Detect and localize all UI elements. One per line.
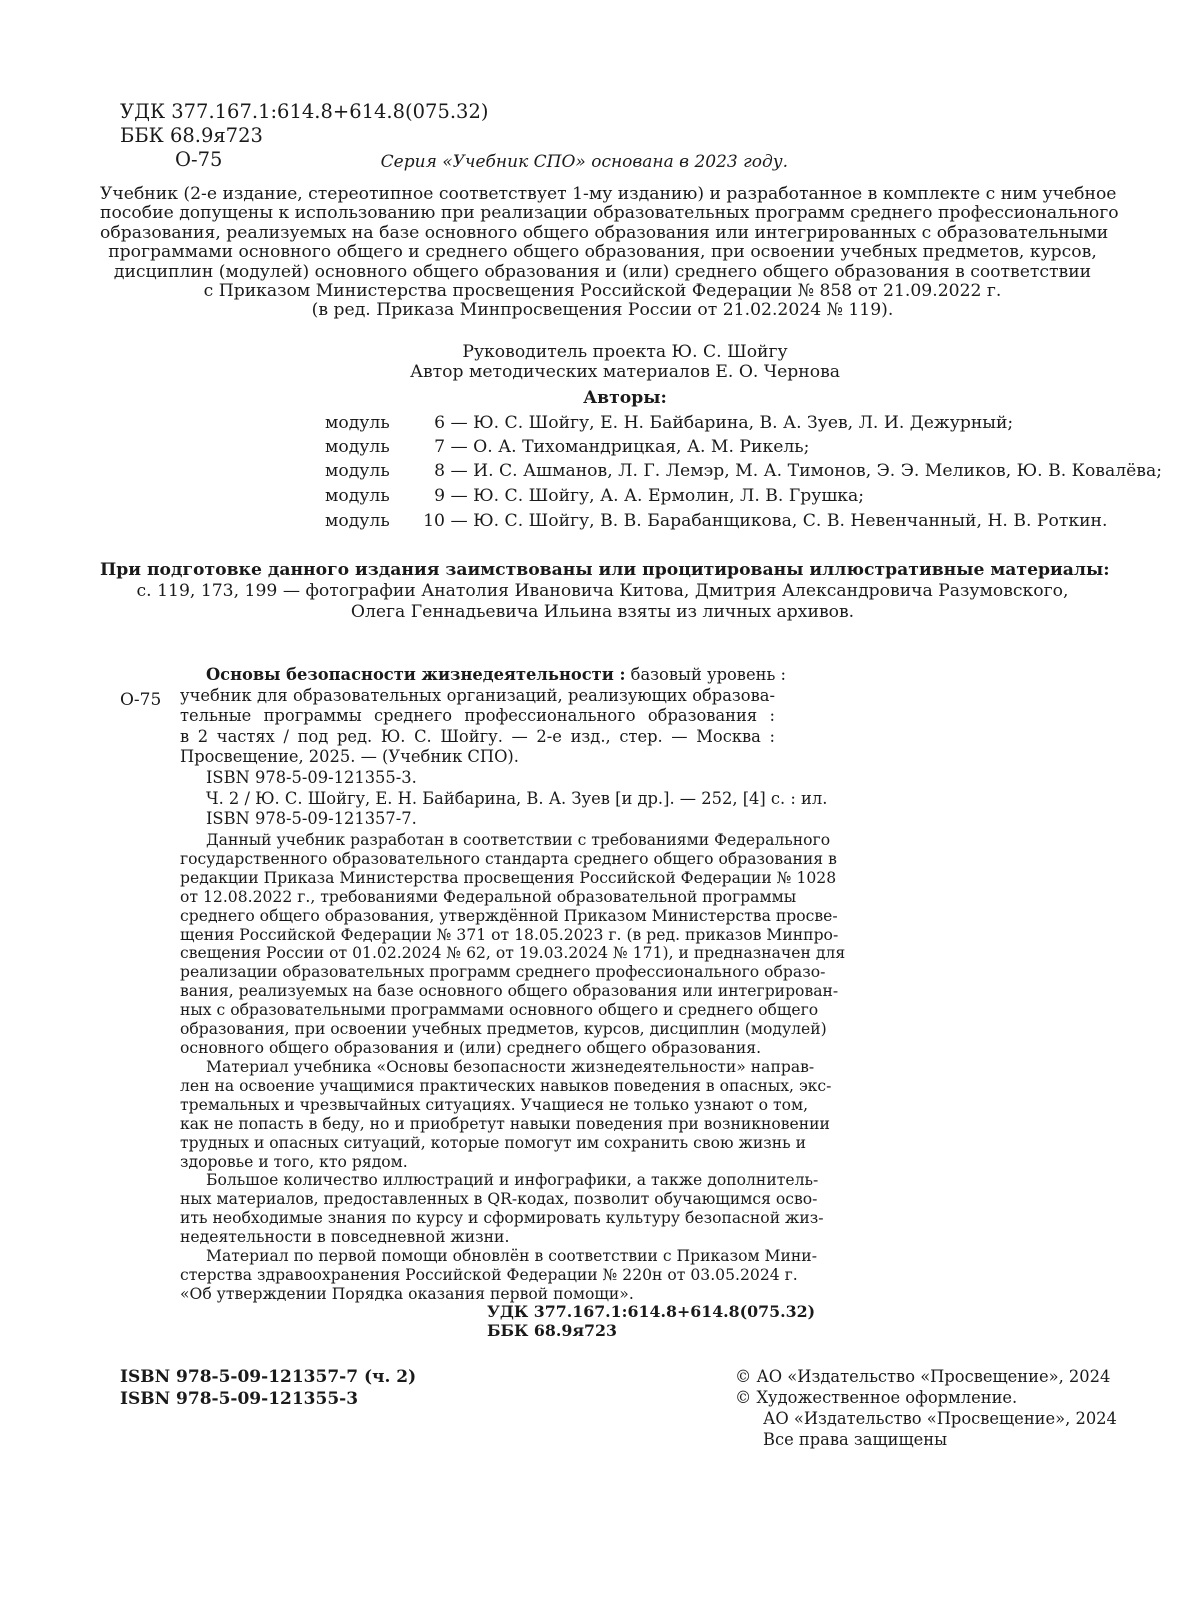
annotation-line: образования, при освоении учебных предметов, курсов, дисциплин (модулей) — [180, 1020, 827, 1039]
rights-reserved: Все права защищены — [763, 1430, 948, 1449]
annotation-paragraph — [180, 831, 846, 1058]
annotation-line: редакции Приказа Министерства просвещения Российской Федерации № 1028 — [180, 868, 837, 887]
card-biblio-line: в 2 частях / под ред. Ю. С. Шойгу. — 2-е изд., стер. — Москва : — [180, 726, 775, 746]
annotation-line: стерства здравоохранения Российской Федерации № 220н от 03.05.2024 г. — [180, 1265, 798, 1284]
annotation-paragraph — [180, 1247, 817, 1304]
card-bbk: ББК 68.9я723 — [487, 1321, 617, 1340]
module-number: 9 — [434, 486, 445, 506]
annotation-line: реализации образовательных программ среднего профессионального образо- — [180, 963, 826, 982]
annotation-line: здоровье и того, кто рядом. — [180, 1152, 408, 1171]
approval-line: дисциплин (модулей) основного общего образования и (или) среднего общего образования в соответствии — [113, 261, 1092, 282]
card-biblio-line: Просвещение, 2025. — (Учебник СПО). — [180, 747, 519, 767]
annotation-line: ных материалов, предоставленных в QR-кодах, позволит обучающимся осво- — [180, 1189, 818, 1208]
copyright-line: © Художественное оформление. — [735, 1388, 1018, 1407]
approval-line: Учебник (2-е издание, стереотипное соответствует 1-му изданию) и разработанное в комплекте с ним учебное — [100, 184, 1117, 204]
annotation-line: ных с образовательными программами основного общего и среднего общего — [180, 1001, 819, 1020]
module-number: 7 — [434, 437, 445, 457]
card-part: Ч. 2 / Ю. С. Шойгу, Е. Н. Байбарина, В. А. Зуев [и др.]. — 252, [4] с. : ил. — [206, 788, 828, 808]
annotation-line: Материал учебника «Основы безопасности жизнедеятельности» направ- — [206, 1058, 815, 1076]
annotation-line: вания, реализуемых на базе основного общего образования или интегрирован- — [180, 982, 839, 1001]
card-biblio-line: тельные программы среднего профессионального образования : — [180, 706, 775, 726]
annotation-line: лен на освоение учащимися практических навыков поведения в опасных, экс- — [180, 1076, 832, 1095]
module-number: 10 — [423, 511, 445, 531]
annotation-line: как не попасть в беду, но и приобретут навыки поведения при возникновении — [180, 1114, 830, 1133]
approval-line: образования, реализуемых на базе основного общего образования или интегрированных с образовательными — [100, 222, 1109, 243]
illustrations-line: Олега Геннадьевича Ильина взяты из личных архивов. — [350, 602, 855, 622]
module-label: модуль — [325, 437, 390, 457]
annotation-line: недеятельности в повседневной жизни. — [180, 1227, 510, 1246]
annotation-line: Материал по первой помощи обновлён в соответствии с Приказом Мини- — [206, 1247, 817, 1265]
annotation-line: «Об утверждении Порядка оказания первой помощи». — [180, 1284, 634, 1303]
copyright-line: АО «Издательство «Просвещение», 2024 — [763, 1409, 1117, 1428]
module-authors: — Ю. С. Шойгу, В. В. Барабанщикова, С. В. Невенчанный, Н. В. Роткин. — [445, 511, 1108, 531]
annotation-line: государственного образовательного стандарта среднего общего образования в — [180, 849, 837, 868]
authors-title: Авторы: — [583, 388, 667, 408]
project-lead: Руководитель проекта Ю. С. Шойгу — [462, 342, 788, 362]
annotation-line: Большое количество иллюстраций и инфографики, а также дополнитель- — [206, 1171, 819, 1189]
bbk-header: ББК 68.9я723 — [120, 124, 263, 147]
isbn-set: ISBN 978-5-09-121355-3 — [120, 1389, 359, 1409]
methodist: Автор методических материалов Е. О. Чернова — [409, 362, 841, 382]
annotation-paragraph — [180, 1058, 832, 1171]
illustrations-note — [100, 560, 1110, 623]
module-label: модуль — [325, 511, 390, 531]
annotation-line: от 12.08.2022 г., требованиями Федеральной образовательной программы — [180, 887, 797, 906]
annotation-line: основного общего образования и (или) среднего общего образования. — [180, 1038, 762, 1057]
module-row — [325, 459, 1162, 483]
card-udk: УДК 377.167.1:614.8+614.8(075.32) — [487, 1302, 816, 1321]
module-row — [325, 435, 809, 459]
annotation-line: Данный учебник разработан в соответствии с требованиями Федерального — [206, 831, 831, 849]
author-mark: О-75 — [175, 148, 223, 171]
module-authors: — О. А. Тихомандрицкая, А. М. Рикель; — [445, 437, 810, 457]
approval-statement — [100, 184, 1119, 321]
card-isbn-part: ISBN 978-5-09-121357-7. — [206, 809, 417, 829]
card-author-mark: О-75 — [120, 690, 162, 710]
card-biblio-line: учебник для образовательных организаций, реализующих образова- — [180, 685, 775, 705]
annotation-line: щения Российской Федерации № 371 от 18.05.2023 г. (в ред. приказов Минпро- — [180, 925, 839, 944]
approval-line: с Приказом Министерства просвещения Российской Федерации № 858 от 21.09.2022 г. — [203, 281, 1002, 302]
module-row — [325, 484, 864, 508]
annotation-line: свещения России от 01.02.2024 № 62, от 19.03.2024 № 171), и предназначен для — [180, 944, 846, 963]
module-authors: — Ю. С. Шойгу, А. А. Ермолин, Л. В. Грушка; — [445, 486, 865, 506]
approval-line: программами основного общего и среднего общего образования, при освоении учебных предметов, курсов, — [108, 242, 1097, 263]
annotation-paragraph — [180, 1171, 824, 1247]
module-row — [325, 509, 1107, 533]
annotation-line: тремальных и чрезвычайных ситуациях. Учащиеся не только узнают о том, — [180, 1095, 809, 1114]
series-note: Серия «Учебник СПО» основана в 2023 году. — [380, 152, 788, 172]
module-authors: — И. С. Ашманов, Л. Г. Лемэр, М. А. Тимонов, Э. Э. Меликов, Ю. В. Ковалёва; — [445, 461, 1163, 481]
udk-header: УДК 377.167.1:614.8+614.8(075.32) — [120, 100, 489, 123]
module-number: 6 — [434, 413, 445, 433]
illustrations-title: При подготовке данного издания заимствованы или процитированы иллюстративные материалы: — [100, 560, 1110, 580]
copyright-line: © АО «Издательство «Просвещение», 2024 — [735, 1367, 1111, 1386]
card-subtitle: базовый уровень : — [625, 665, 786, 684]
module-row — [325, 411, 1013, 435]
illustrations-line: с. 119, 173, 199 — фотографии Анатолия Ивановича Китова, Дмитрия Александровича Разумовского, — [136, 581, 1069, 601]
module-label: модуль — [325, 486, 390, 506]
approval-line: (в ред. Приказа Минпросвещения России от 21.02.2024 № 119). — [311, 300, 894, 321]
approval-line: пособие допущены к использованию при реализации образовательных программ среднего профессионального — [100, 203, 1119, 224]
module-number: 8 — [434, 461, 445, 481]
card-title: Основы безопасности жизнедеятельности : — [206, 665, 626, 684]
annotation-line: среднего общего образования, утверждённой Приказом Министерства просве- — [180, 906, 838, 925]
isbn-block — [120, 1366, 416, 1410]
copyright-block — [735, 1366, 1117, 1450]
card-title-line — [180, 665, 786, 686]
annotation-line: ить необходимые знания по курсу и сформировать культуру безопасной жиз- — [180, 1208, 824, 1227]
catalog-card — [180, 665, 828, 830]
annotation-line: трудных и опасных ситуаций, которые помогут им сохранить свою жизнь и — [180, 1133, 807, 1152]
isbn-part: ISBN 978-5-09-121357-7 (ч. 2) — [120, 1367, 417, 1387]
module-label: модуль — [325, 461, 390, 481]
module-authors: — Ю. С. Шойгу, Е. Н. Байбарина, В. А. Зуев, Л. И. Дежурный; — [445, 413, 1014, 433]
card-isbn-set: ISBN 978-5-09-121355-3. — [206, 767, 417, 787]
module-label: модуль — [325, 413, 390, 433]
